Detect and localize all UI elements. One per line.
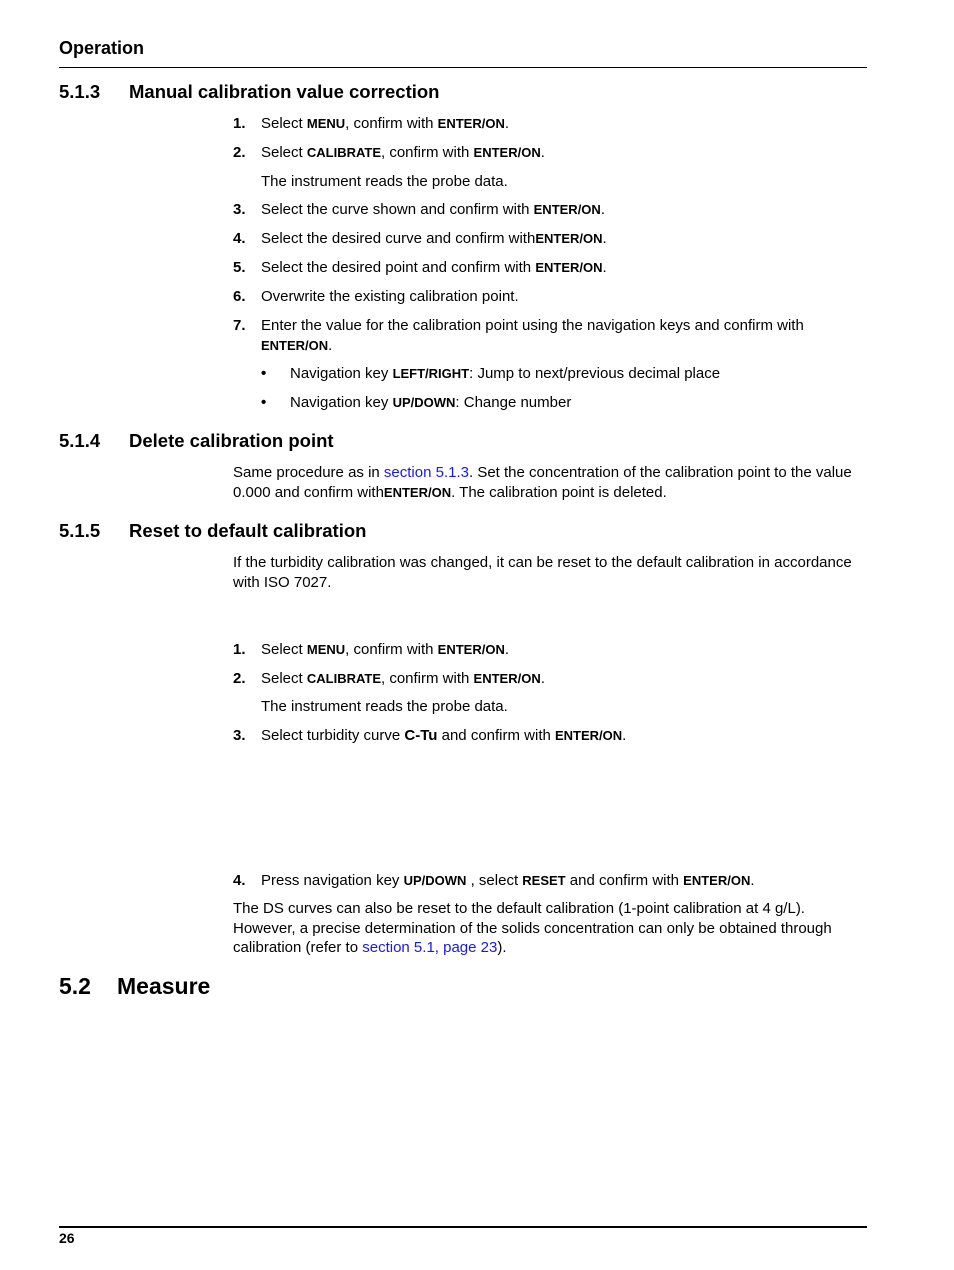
key-menu: MENU (306, 642, 346, 657)
step-6 (233, 287, 867, 307)
curve-c-tu: C-Tu (404, 727, 438, 744)
bullet-left-right (261, 364, 867, 384)
heading-5-1-3 (59, 81, 439, 103)
bullet-text: Navigation key UP/DOWN: Change number (290, 394, 572, 411)
step-text: Overwrite the existing calibration point. (261, 288, 519, 305)
step-text: Select CALIBRATE, confirm with ENTER/ON. (261, 144, 545, 161)
step-text: Select the desired curve and confirm withENTER/ON. (261, 230, 607, 247)
section-title: Delete calibration point (129, 430, 334, 451)
key-enter-on: ENTER/ON (683, 873, 751, 888)
key-enter-on: ENTER/ON (261, 337, 329, 353)
key-up-down: UP/DOWN (403, 873, 467, 888)
link-section-5-1-3[interactable]: section 5.1.3 (383, 464, 469, 481)
paragraph-reset-intro: If the turbidity calibration was changed, it can be reset to the default calibration in accordance with ISO 7027. (233, 554, 852, 591)
step-text: Select the desired point and confirm with ENTER/ON. (261, 259, 607, 276)
key-enter-on: ENTER/ON (535, 231, 603, 246)
key-calibrate: CALIBRATE (306, 145, 381, 160)
reset-step-2-note: The instrument reads the probe data. (261, 698, 508, 715)
key-enter-on: ENTER/ON (473, 671, 541, 686)
step-number: 1. (233, 115, 246, 132)
section-title: Measure (117, 973, 211, 999)
heading-5-2 (59, 973, 210, 1000)
bullet-mark: • (261, 394, 267, 411)
step-text: Select MENU, confirm with ENTER/ON. (261, 115, 510, 132)
reset-step-4 (233, 871, 867, 891)
reset-step-2 (233, 669, 867, 689)
step-number: 7. (233, 317, 246, 334)
key-left-right: LEFT/RIGHT (392, 366, 470, 381)
key-enter-on: ENTER/ON (555, 728, 623, 743)
step-number: 1. (233, 641, 246, 658)
section-number: 5.1.4 (59, 430, 101, 451)
heading-5-1-4 (59, 430, 334, 452)
key-enter-on: ENTER/ON (535, 260, 603, 275)
key-menu: MENU (306, 116, 346, 131)
step-number: 2. (233, 144, 246, 161)
step-4 (233, 229, 867, 249)
key-reset: RESET (522, 873, 566, 888)
step-number: 3. (233, 201, 246, 218)
paragraph-ds-curves: The DS curves can also be reset to the default calibration (1-point calibration at 4 g/L). However, a precise determination of the solids concentration can only be obtained through calibration (refer to section 5.1, page 23). (233, 900, 832, 956)
step-number: 4. (233, 230, 246, 247)
heading-5-1-5 (59, 520, 366, 542)
step-5 (233, 258, 867, 278)
step-number: 2. (233, 670, 246, 687)
bullet-mark: • (261, 365, 267, 382)
step-text: Press navigation key UP/DOWN , select RESET and confirm with ENTER/ON. (261, 872, 755, 889)
key-calibrate: CALIBRATE (306, 671, 381, 686)
step-text: Select MENU, confirm with ENTER/ON. (261, 641, 510, 658)
section-number: 5.2 (59, 973, 91, 999)
bullet-up-down (261, 393, 867, 413)
section-number: 5.1.5 (59, 520, 101, 541)
step-2-note: The instrument reads the probe data. (261, 173, 508, 190)
footer-rule (59, 1226, 867, 1228)
reset-step-3 (233, 726, 867, 746)
key-enter-on: ENTER/ON (473, 145, 541, 160)
step-number: 4. (233, 872, 246, 889)
key-enter-on: ENTER/ON (383, 484, 452, 500)
key-enter-on: ENTER/ON (533, 202, 601, 217)
step-number: 3. (233, 727, 246, 744)
paragraph-delete-point: Same procedure as in section 5.1.3. Set the concentration of the calibration point to the value 0.000 and confirm withENTER/ON. The calibration point is deleted. (233, 464, 852, 501)
step-1 (233, 114, 867, 134)
section-title: Reset to default calibration (129, 520, 367, 541)
page-number: 26 (59, 1230, 75, 1246)
step-number: 6. (233, 288, 246, 305)
key-enter-on: ENTER/ON (437, 116, 505, 131)
step-7 (233, 316, 867, 355)
step-2 (233, 143, 867, 163)
key-up-down: UP/DOWN (392, 395, 456, 410)
step-text: Select the curve shown and confirm with ENTER/ON. (261, 201, 605, 218)
section-number: 5.1.3 (59, 81, 101, 102)
step-text: Select turbidity curve C-Tu and confirm with ENTER/ON. (261, 727, 627, 744)
reset-step-1 (233, 640, 867, 660)
bullet-text: Navigation key LEFT/RIGHT: Jump to next/previous decimal place (290, 365, 721, 382)
step-number: 5. (233, 259, 246, 276)
step-text: Select CALIBRATE, confirm with ENTER/ON. (261, 670, 545, 687)
step-text: Enter the value for the calibration point using the navigation keys and confirm with ENTER/ON. (261, 317, 804, 354)
step-3 (233, 200, 867, 220)
link-section-5-1[interactable]: section 5.1, page 23 (362, 939, 498, 956)
running-header: Operation (59, 38, 145, 58)
header-rule (59, 67, 867, 68)
key-enter-on: ENTER/ON (437, 642, 505, 657)
section-title: Manual calibration value correction (129, 81, 440, 102)
